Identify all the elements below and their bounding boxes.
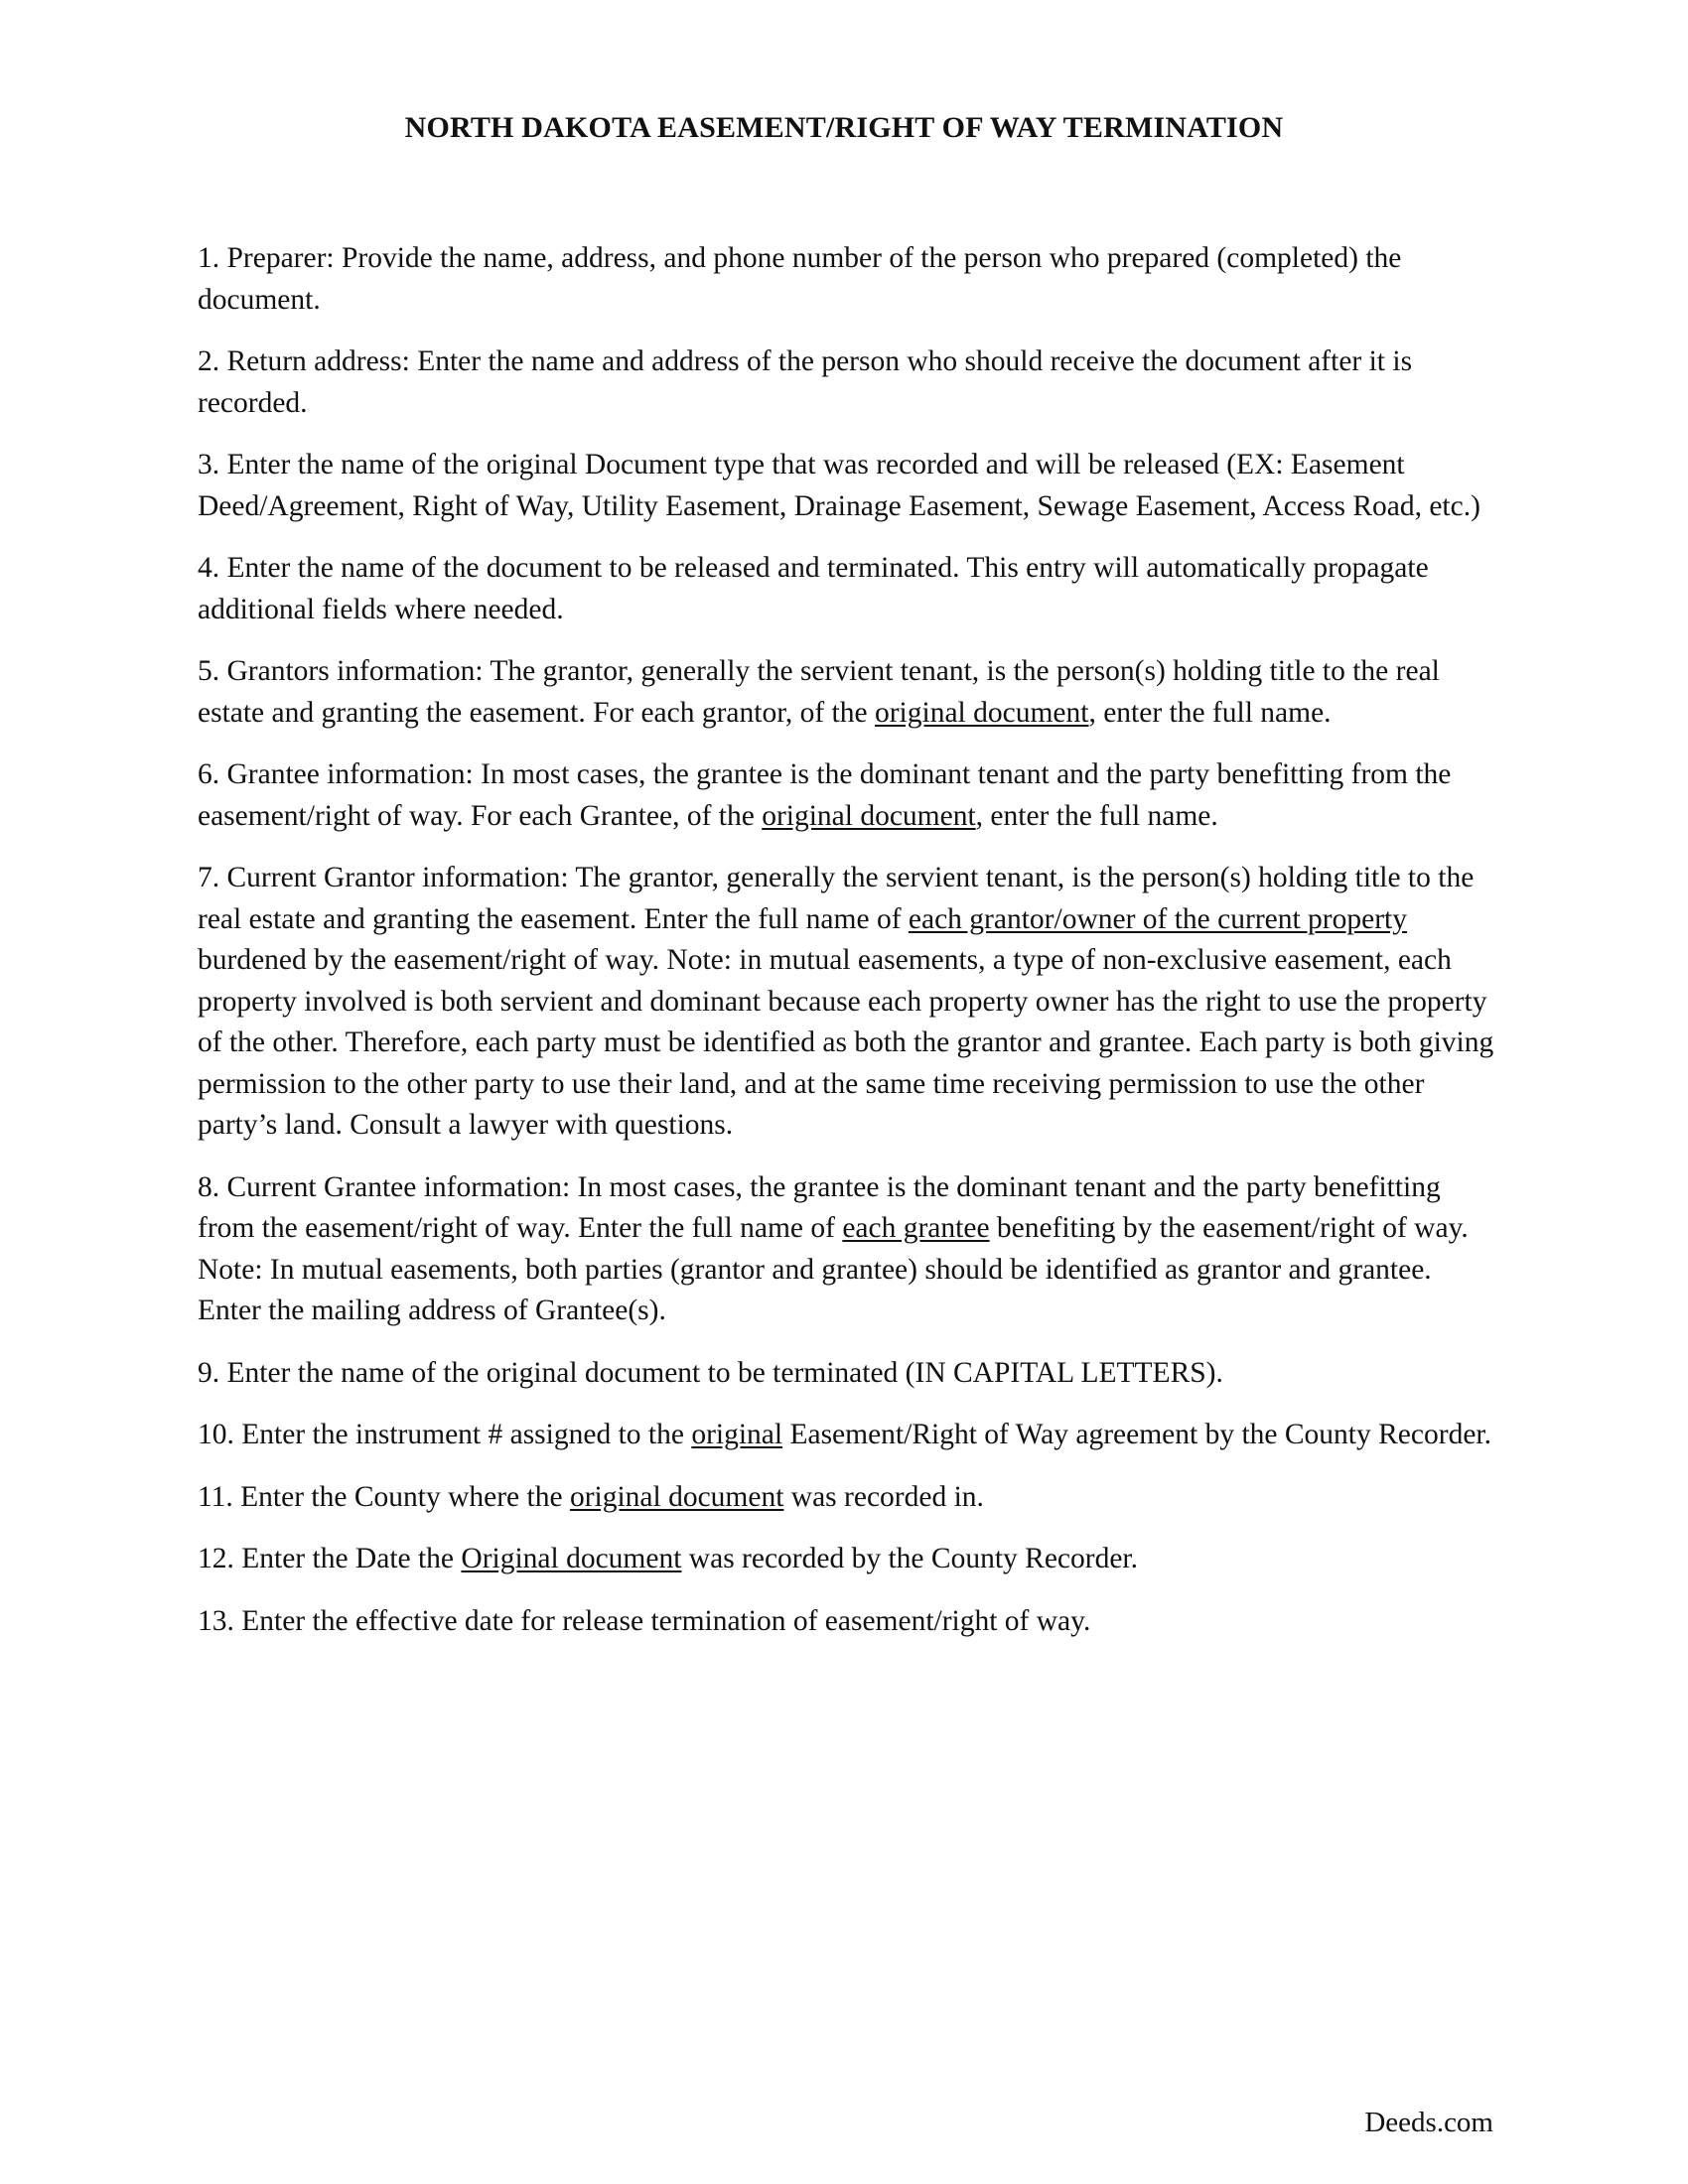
instruction-text: 11. Enter the County where the <box>198 1480 570 1513</box>
instruction-text: 8. Current Grantee information: In most cases, the grantee is the dominant tenant and the party benefitting from the easement/right of way. Enter the full name of <box>198 1170 1441 1244</box>
instruction-text: 12. Enter the Date the <box>198 1543 462 1574</box>
instruction-text: 6. Grantee information: In most cases, the grantee is the dominant tenant and the party benefitting from the easement/right of way. For each Grantee, of the <box>198 758 1452 832</box>
instruction-text: 3. Enter the name of the original Document type that was recorded and will be released (EX: Easement Deed/Agreement, Right of Way, Utility Easement, Drainage Easement, Sewage Easement, Access Road, etc.) <box>198 449 1480 522</box>
instruction-item-4 <box>198 548 1498 630</box>
instruction-item-8 <box>198 1167 1498 1332</box>
underlined-term: each grantor/owner of the current property <box>908 902 1407 935</box>
instructions-list <box>198 238 1498 1663</box>
instruction-item-2 <box>198 341 1498 424</box>
instruction-item-10 <box>198 1415 1498 1456</box>
instruction-item-1 <box>198 238 1498 321</box>
footer-brand: Deeds.com <box>1364 2107 1493 2138</box>
instruction-text: , enter the full name. <box>975 799 1218 832</box>
instruction-text: 5. Grantors information: The grantor, generally the servient tenant, is the person(s) holding title to the real estate and granting the easement. For each grantor, of the <box>198 655 1440 729</box>
instruction-item-7 <box>198 858 1498 1147</box>
document-title: NORTH DAKOTA EASEMENT/RIGHT OF WAY TERMINATION <box>404 111 1284 144</box>
instruction-item-13 <box>198 1601 1498 1643</box>
instruction-text: 7. Current Grantor information: The grantor, generally the servient tenant, is the person(s) holding title to the real estate and granting the easement. Enter the full name of <box>198 862 1475 935</box>
instruction-item-11 <box>198 1477 1498 1519</box>
underlined-term: each grantee <box>842 1212 990 1244</box>
instruction-item-6 <box>198 754 1498 837</box>
instruction-text: 13. Enter the effective date for release termination of easement/right of way. <box>198 1604 1091 1637</box>
instruction-item-12 <box>198 1539 1498 1580</box>
instruction-text: , enter the full name. <box>1088 696 1332 729</box>
instruction-text: 1. Preparer: Provide the name, address, and phone number of the person who prepared (completed) the document. <box>198 242 1402 316</box>
underlined-term: original document <box>762 799 976 832</box>
instruction-text: 9. Enter the name of the original document to be terminated (IN CAPITAL LETTERS). <box>198 1356 1223 1389</box>
instruction-text: was recorded by the County Recorder. <box>681 1543 1138 1574</box>
instruction-item-3 <box>198 445 1498 527</box>
instruction-item-9 <box>198 1353 1498 1395</box>
instruction-text: 10. Enter the instrument # assigned to the <box>198 1419 692 1450</box>
underlined-term: original <box>691 1419 783 1450</box>
underlined-term: Original document <box>461 1543 682 1574</box>
underlined-term: original document <box>874 696 1089 729</box>
instruction-item-5 <box>198 651 1498 734</box>
instruction-text: Easement/Right of Way agreement by the County Recorder. <box>782 1419 1491 1450</box>
instruction-text: was recorded in. <box>783 1480 984 1513</box>
instruction-text: benefiting by the easement/right of way. Note: In mutual easements, both parties (grantor and grantee) should be identified as grantor and grantee. Enter the mailing address of Grantee(s). <box>198 1212 1469 1326</box>
instruction-text: 4. Enter the name of the document to be released and terminated. This entry will automatically propagate additional fields where needed. <box>198 552 1429 625</box>
underlined-term: original document <box>569 1480 784 1513</box>
instruction-text: 2. Return address: Enter the name and address of the person who should receive the document after it is recorded. <box>198 345 1413 419</box>
instruction-text: burdened by the easement/right of way. Note: in mutual easements, a type of non-exclusive easement, each property involved is both servient and dominant because each property owner has the right to use the property of the other. Therefore, each party must be identified as both the grantor and grantee. Each party is both giving permission to the other party to use their land, and at the same time receiving permission to use the other party’s land. Consult a lawyer with questions. <box>198 944 1494 1141</box>
